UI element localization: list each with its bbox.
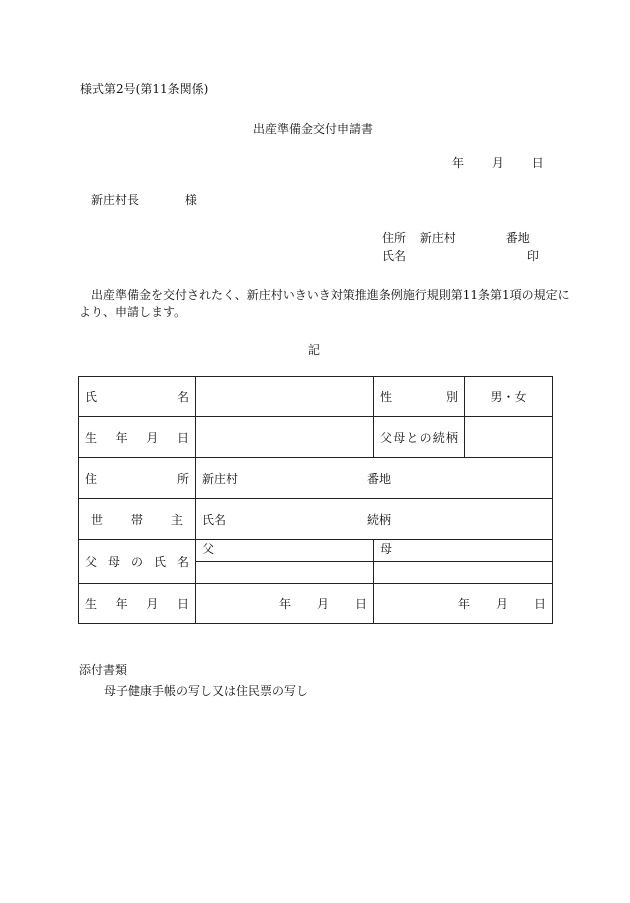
- label-address: [79, 458, 196, 499]
- householder-name-label: 氏名: [202, 512, 227, 527]
- householder-relation-label: 続柄: [367, 512, 392, 527]
- ki-heading: 記: [308, 343, 321, 357]
- label-char: 月: [146, 597, 159, 611]
- input-householder[interactable]: [196, 499, 553, 540]
- addressee-honorific: 様: [184, 193, 197, 207]
- label-name-char: 氏: [85, 390, 98, 404]
- label-char: 年: [115, 597, 128, 611]
- label-char: 生: [85, 597, 98, 611]
- label-char: 生: [85, 430, 98, 445]
- date-year: 年: [278, 597, 291, 611]
- attachments-heading: 添付書類: [79, 663, 128, 677]
- date-year: 年: [452, 156, 465, 170]
- date-day: 日: [533, 597, 546, 611]
- label-gender-char: 性: [380, 390, 393, 404]
- date-year: 年: [457, 597, 470, 611]
- input-parent-relation[interactable]: [465, 417, 553, 458]
- address-banchi: 番地: [367, 471, 392, 486]
- date-line: [452, 156, 544, 170]
- label-char: 父: [85, 555, 98, 569]
- input-address[interactable]: [196, 458, 553, 499]
- seal-mark: 印: [526, 249, 539, 263]
- applicant-name-label: 氏名: [382, 249, 407, 263]
- input-birthdate[interactable]: [196, 417, 374, 458]
- label-char: 年: [115, 430, 128, 445]
- address-village: 新庄村: [419, 231, 456, 245]
- form-number: 様式第2号(第11条関係): [80, 82, 209, 96]
- application-table: [78, 376, 553, 624]
- input-father-name[interactable]: [196, 562, 374, 584]
- gender-value[interactable]: [465, 377, 553, 417]
- label-char: 母: [107, 555, 120, 569]
- input-mother-name[interactable]: [374, 562, 553, 584]
- document-title: 出産準備金交付申請書: [253, 122, 374, 136]
- date-month: 月: [495, 597, 508, 611]
- addressee: [91, 193, 197, 207]
- label-char: 世: [91, 512, 104, 527]
- date-month: 月: [491, 156, 504, 170]
- label-char: 住: [85, 471, 98, 486]
- label-char: 主: [170, 512, 183, 527]
- label-char: の: [130, 555, 143, 569]
- label-name: [79, 377, 196, 417]
- father-label-cell: [196, 540, 374, 562]
- addressee-name: 新庄村長: [91, 193, 140, 207]
- date-day: 日: [531, 156, 544, 170]
- label-char: と: [406, 430, 419, 445]
- label-parents-name: [79, 540, 196, 584]
- address-label: 住所: [382, 231, 407, 245]
- mother-label-cell: [374, 540, 553, 562]
- date-month: 月: [316, 597, 329, 611]
- input-mother-birthdate[interactable]: [374, 584, 553, 624]
- label-householder: [79, 499, 196, 540]
- body-text-line-1: 出産準備金を交付されたく、新庄村いきいき対策推進条例施行規則第11条第1項の規定に: [91, 288, 570, 302]
- label-char: 名: [176, 555, 189, 569]
- label-char: 母: [393, 430, 406, 445]
- label-char: 日: [176, 597, 189, 611]
- row-householder: [79, 499, 553, 540]
- body-text-line-2: より、申請します。: [79, 305, 187, 319]
- attachments-item: 母子健康手帳の写し又は住民票の写し: [104, 684, 309, 698]
- date-day: 日: [354, 597, 367, 611]
- label-char: 日: [176, 430, 189, 445]
- address-banchi: 番地: [505, 231, 530, 245]
- label-parents-birthdate: [79, 584, 196, 624]
- applicant-name: [382, 249, 539, 263]
- label-gender-char: 別: [445, 390, 458, 404]
- label-char: 帯: [130, 512, 143, 527]
- label-gender: [374, 377, 465, 417]
- label-char: の: [419, 430, 432, 445]
- gender-options: 男・女: [490, 390, 527, 404]
- row-address: [79, 458, 553, 499]
- label-birthdate: [79, 417, 196, 458]
- label-char: 父: [380, 430, 393, 445]
- label-parent-relation: [374, 417, 465, 458]
- label-char: 月: [146, 430, 159, 445]
- address-village: 新庄村: [202, 471, 239, 486]
- row-name: [79, 377, 553, 417]
- label-char: 所: [176, 471, 189, 486]
- label-char: 続: [432, 430, 445, 445]
- input-father-birthdate[interactable]: [196, 584, 374, 624]
- applicant-address: [382, 231, 530, 245]
- row-birthdate: [79, 417, 553, 458]
- label-char: 柄: [445, 430, 458, 445]
- input-child-name[interactable]: [196, 377, 374, 417]
- row-parents-birthdate: [79, 584, 553, 624]
- row-parents-top: [79, 540, 553, 562]
- father-label: 父: [202, 542, 215, 556]
- label-char: 氏: [153, 555, 166, 569]
- label-name-char: 名: [176, 390, 189, 404]
- mother-label: 母: [380, 542, 393, 556]
